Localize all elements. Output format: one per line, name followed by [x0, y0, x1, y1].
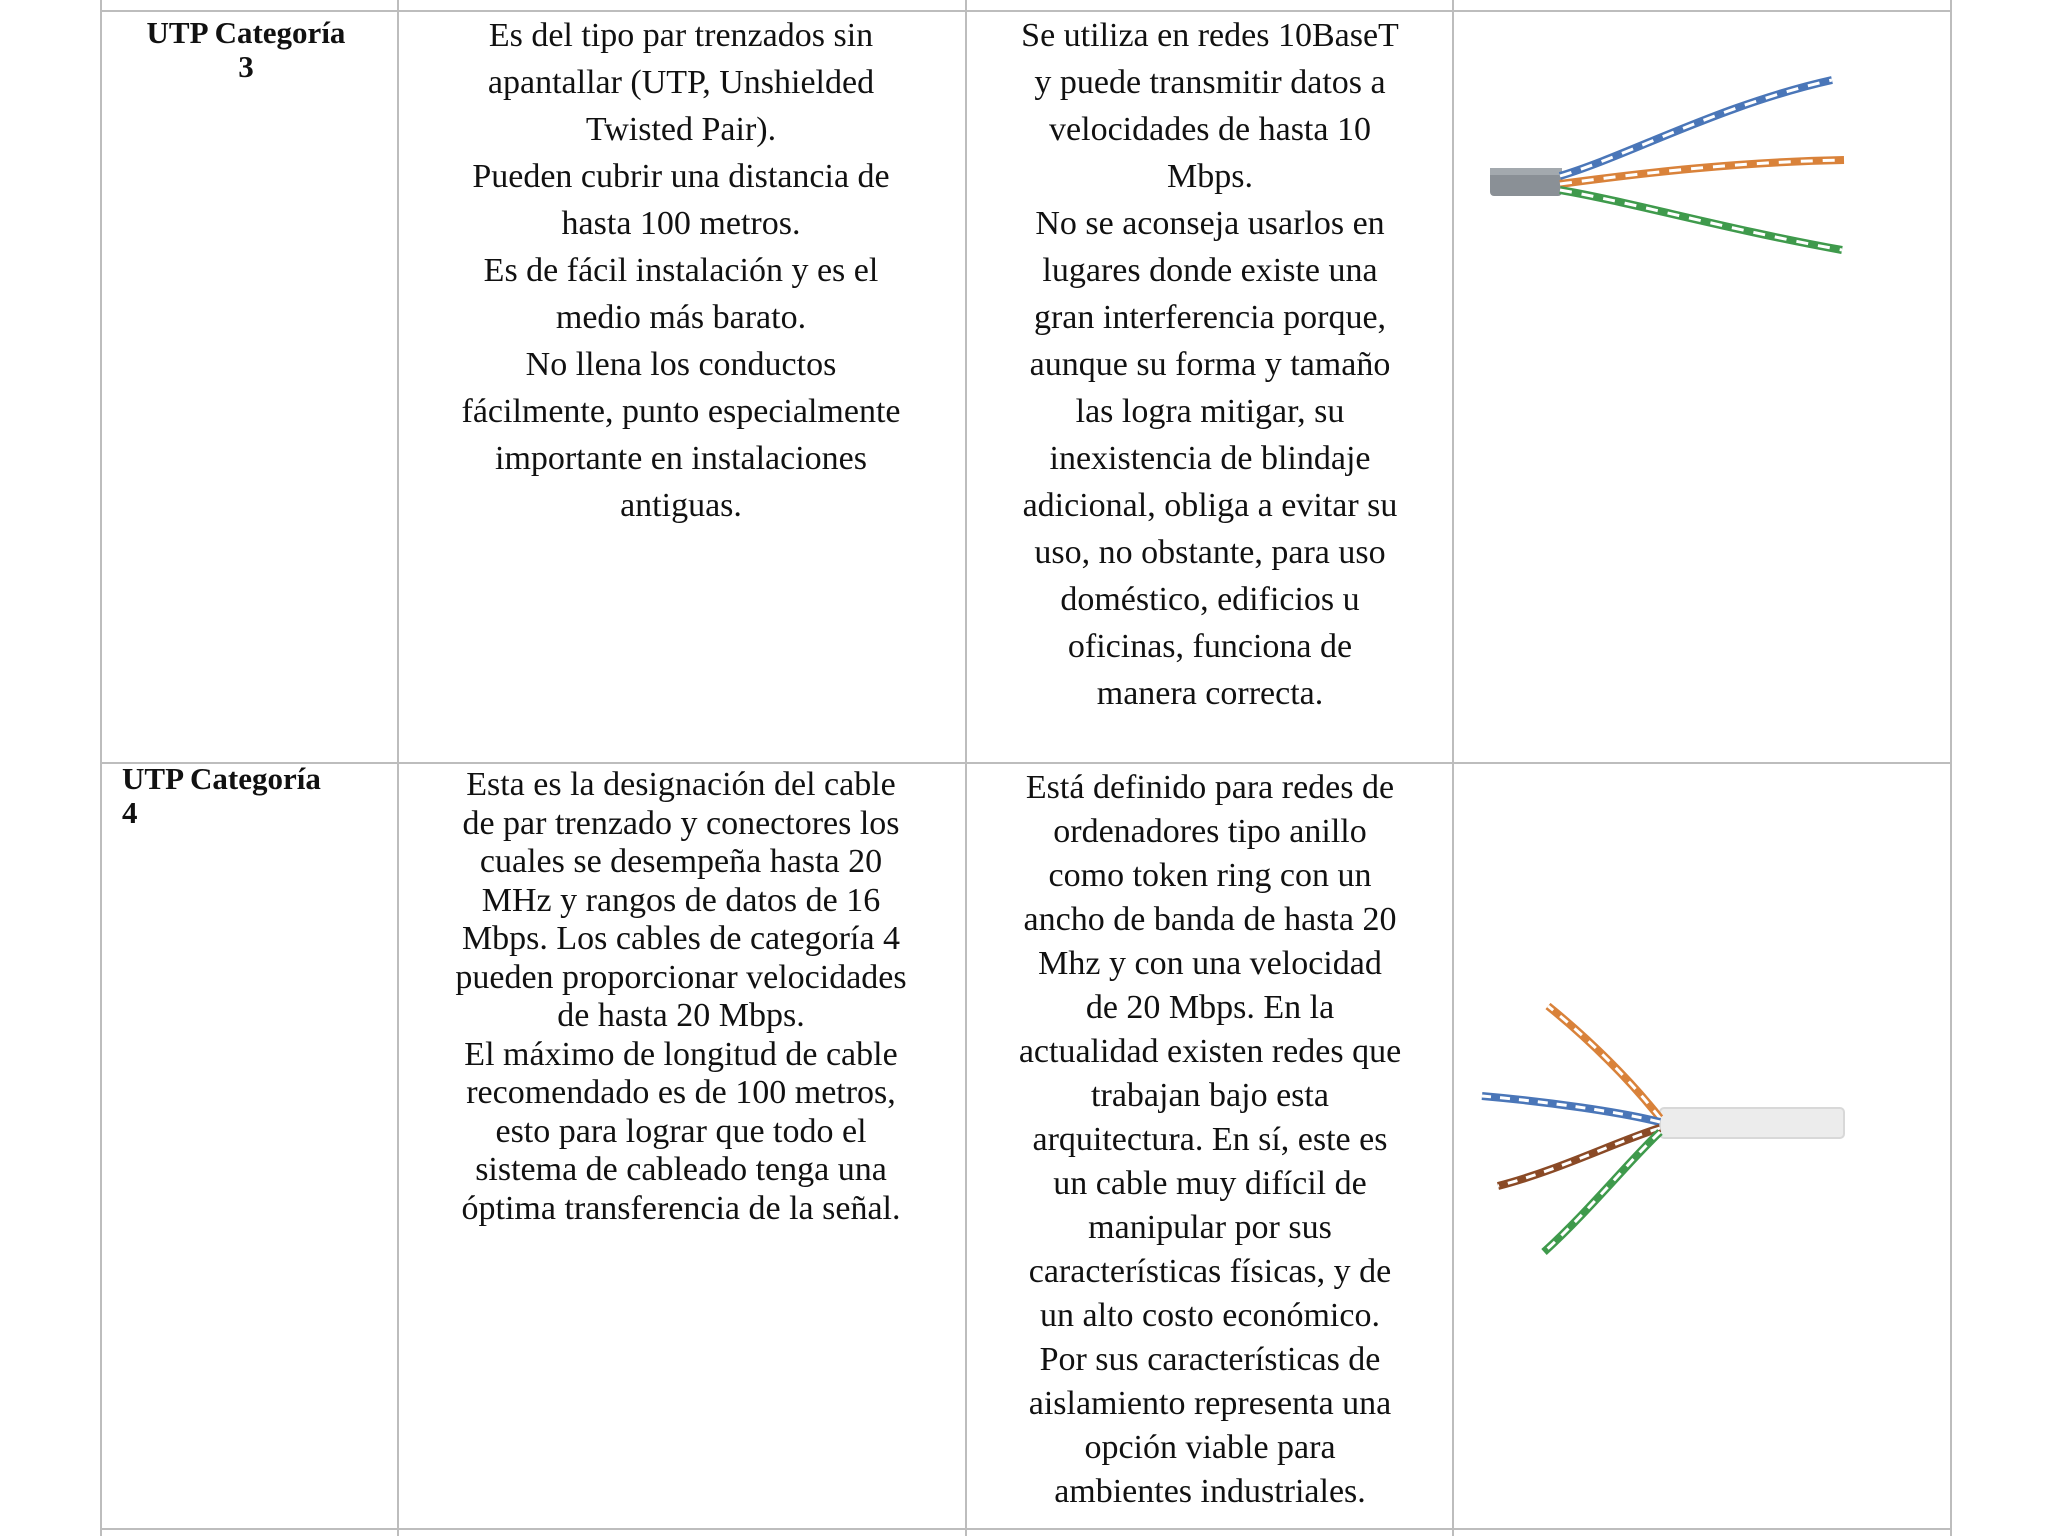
utp-cat3-cable-icon [1480, 60, 1860, 280]
utp-cat4-cable-icon [1470, 990, 1870, 1290]
row-title-cat3: UTP Categoría 3 [146, 15, 346, 84]
row-title-cat4: UTP Categoría 4 [122, 761, 321, 830]
row-usage-cat4: Está definido para redes de ordenadores tipo anillo como token ring con un ancho de banda de hasta 20 Mhz y con una velocidad de 20 Mbps. En la actualidad existen redes que trabajan bajo esta arquitectura. En sí, este es un cable muy difícil de manipular por sus características físicas, y de un alto costo económico. Por sus características de aislamiento representa una opción viable para ambientes industriales. [1018, 769, 1402, 1510]
row-description-cat3: Es del tipo par trenzados sin apantallar (UTP, Unshielded Twisted Pair). Pueden cubrir una distancia de hasta 100 metros. Es de fácil instalación y es el medio más barato. No llena los conductos fácilmente, punto especialmente importante en instalaciones antiguas. [461, 17, 901, 524]
row-description-cat4: Esta es la designación del cable de par trenzado y conectores los cuales se desempeña hasta 20 MHz y rangos de datos de 16 Mbps. Los cables de categoría 4 pueden proporcionar velocidades de hasta 20 Mbps. El máximo de longitud de cable recomendado es de 100 metros, esto para lograr que todo el sistema de cableado tenga una óptima transferencia de la señal. [455, 766, 907, 1227]
column-border-right [1950, 0, 1952, 1536]
column-border-left [100, 0, 102, 1536]
row-usage-cat3: Se utiliza en redes 10BaseT y puede transmitir datos a velocidades de hasta 10 Mbps. No se aconseja usarlos en lugares donde existe una gran interferencia porque, aunque su forma y tamaño las logra mitigar, su inexistencia de blindaje adicional, obliga a evitar su uso, no obstante, para uso doméstico, edificios u oficinas, funciona de manera correcta. [1021, 17, 1399, 712]
column-border-3 [1452, 0, 1454, 1536]
table-bottom-border [100, 1528, 1952, 1530]
column-border-2 [965, 0, 967, 1536]
column-border-1 [397, 0, 399, 1536]
